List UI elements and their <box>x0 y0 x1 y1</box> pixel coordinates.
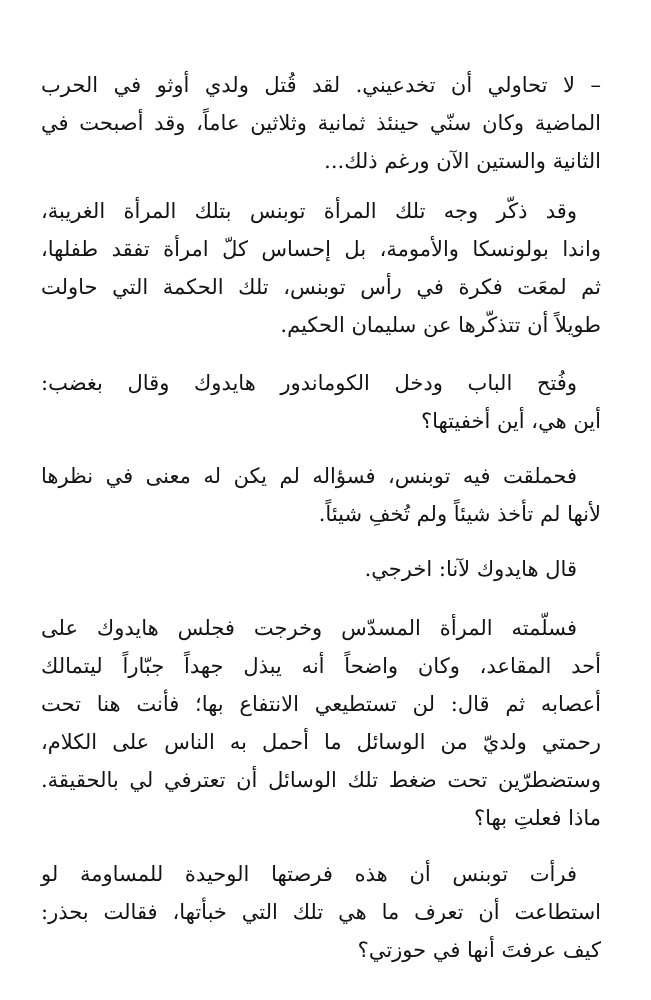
text-line: كيف عرفتَ أنها في حوزتي؟ <box>357 938 601 962</box>
text-line: الماضية وكان سنّي حينئذ ثمانية وثلاثين عاماً، وقد أصبحت في <box>41 111 601 135</box>
paragraph-3 <box>41 364 601 440</box>
text-line: لأنها لم تأخذ شيئاً ولم تُخفِ شيئاً. <box>318 502 601 526</box>
text-line: قال هايدوك لآنا: اخرجي. <box>364 557 577 581</box>
text-line: فسلّمته المرأة المسدّس وخرجت فجلس هايدوك على <box>41 616 577 640</box>
text-line: واندا بولونسكا والأمومة، بل إحساس كلّ امرأة تفقد طفلها، <box>41 237 601 261</box>
paragraph-2 <box>41 192 601 344</box>
text-line: أعصابه ثم قال: لن تستطيعي الانتفاع بها؛ فأنت هنا تحت <box>41 692 601 716</box>
text-line: وفُتح الباب ودخل الكوماندور هايدوك وقال بغضب: <box>41 371 577 395</box>
text-line: ماذا فعلتِ بها؟ <box>474 806 601 830</box>
paragraph-7 <box>41 855 601 969</box>
paragraph-5 <box>41 550 601 588</box>
text-line: الثانية والستين الآن ورغم ذلك... <box>324 149 601 173</box>
paragraph-1 <box>41 66 601 180</box>
text-line: طويلاً أن تتذكّرها عن سليمان الحكيم. <box>280 313 601 337</box>
text-line: رحمتي ولديّ من الوسائل ما أحمل به الناس على الكلام، <box>41 730 601 754</box>
text-line: وقد ذكّر وجه تلك المرأة توبنس بتلك المرأة الغريبة، <box>41 199 577 223</box>
paragraph-6 <box>41 609 601 837</box>
text-line: فرأت توبنس أن هذه فرصتها الوحيدة للمساومة لو <box>41 862 577 886</box>
text-line: أين هي، أين أخفيتها؟ <box>420 409 601 433</box>
text-line: ثم لمعَت فكرة في رأس توبنس، تلك الحكمة التي حاولت <box>41 275 601 299</box>
paragraph-4 <box>41 457 601 533</box>
text-line: استطاعت أن تعرف ما هي تلك التي خبأتها، فقالت بحذر: <box>41 900 601 924</box>
text-line: وستضطرّين تحت ضغط تلك الوسائل أن تعترفي لي بالحقيقة. <box>41 768 601 792</box>
text-line: فحملقت فيه توبنس، فسؤاله لم يكن له معنى في نظرها <box>41 464 577 488</box>
text-line: أحد المقاعد، وكان واضحاً أنه يبذل جهداً جبّاراً ليتمالك <box>41 654 601 678</box>
text-line: – لا تحاولي أن تخدعيني. لقد قُتل ولدي أوثو في الحرب <box>41 73 601 97</box>
